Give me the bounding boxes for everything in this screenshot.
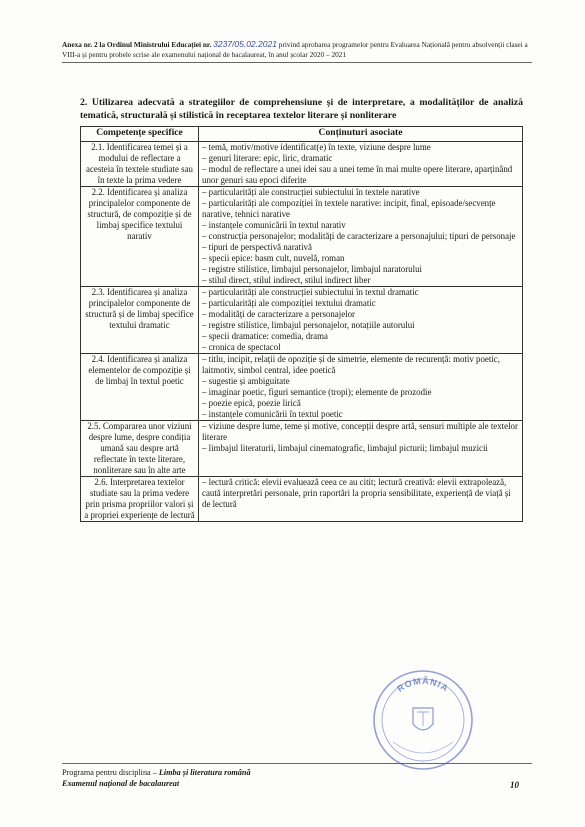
content-item: – genuri literare: epic, liric, dramatic — [202, 153, 333, 163]
content-item: – specii dramatice: comedia, drama — [202, 331, 328, 341]
table-row — [81, 187, 523, 287]
content-item: – sugestie și ambiguitate — [202, 376, 290, 386]
content-item: – registre stilistice, limbajul personajelor, limbajul naratorului — [202, 264, 422, 274]
content-item: – limbajul literaturii, limbajul cinematografic, limbajul picturii; limbajul muzicii — [202, 443, 488, 453]
content-item: – stilul direct, stilul indirect, stilul indirect liber — [202, 275, 371, 285]
section-title: 2. Utilizarea adecvată a strategiilor de comprehensiune și de interpretare, a modalităților de analiză tematică, structurală și stilistică în receptarea textelor literare și nonliterare — [80, 97, 523, 121]
table-body — [81, 142, 523, 522]
document-header — [62, 40, 532, 59]
competence-cell: 2.4. Identificarea și analiza elementelor de compoziție și de limbaj în textul poetic — [81, 354, 199, 421]
content-item: – construcția personajelor; modalități de caracterizare a personajului; tipuri de personaje — [202, 231, 516, 241]
header-prefix: Anexa nr. 2 la Ordinul Ministrului Educației nr. — [62, 40, 212, 49]
content-item: – imaginar poetic, figuri semantice (tropi); elemente de prozodie — [202, 387, 432, 397]
content-item: – modalități de caracterizare a personajelor — [202, 309, 356, 319]
content-item: – instanțele comunicării în textul narativ — [202, 220, 346, 230]
footer-line-1 — [62, 768, 532, 779]
competence-cell: 2.3. Identificarea și analiza principalelor componente de structură și de limbaj specifice textului dramatic — [81, 287, 199, 354]
content-item: – viziune despre lume, teme și motive, concepții despre artă, sensuri multiple ale textelor literare — [202, 421, 518, 442]
content-item: – lectură critică: elevii evaluează ceea ce au citit; lectură creativă: elevii extrapolează, caută interpretări personale, prin raportări la propria sensibilitate, experiență de viață și de lectură — [202, 477, 511, 509]
competence-cell: 2.1. Identificarea temei și a modului de reflectare a acesteia în textele studiate sau în texte la prima vedere — [81, 142, 199, 187]
footer-exam: Examenul național de bacalaureat — [62, 778, 180, 788]
content-item: – particularități ale compoziției în textele narative: incipit, final, episoade/secvențe narative, tehnici narative — [202, 198, 496, 219]
footer-subject: Limba și literatura română — [158, 768, 251, 777]
content-item: – instanțele comunicării în textul poetic — [202, 409, 343, 419]
document-footer — [62, 768, 532, 789]
contents-cell — [199, 477, 523, 522]
content-item: – cronica de spectacol — [202, 342, 281, 352]
table-row — [81, 354, 523, 421]
table-header-row — [81, 127, 523, 142]
footer-line-2 — [62, 779, 532, 790]
contents-cell — [199, 142, 523, 187]
stamp-text: ROMÂNIA — [395, 675, 451, 694]
content-item: – registre stilistice, limbajul personajelor, notațiile autorului — [202, 320, 415, 330]
footer-divider — [62, 763, 532, 764]
content-item: – particularități ale construcției subiectului în textul dramatic — [202, 287, 419, 297]
content-item: – titlu, incipit, relații de opoziție și de simetrie, elemente de recurență: motiv poetic, laitmotiv, simbol central, idee poetică — [202, 354, 500, 375]
contents-cell — [199, 421, 523, 477]
content-item: – modul de reflectare a unei idei sau a unei teme în mai multe opere literare, aparținând unor genuri sau epoci diferite — [202, 164, 513, 185]
table-row — [81, 142, 523, 187]
table-row — [81, 287, 523, 354]
table-row — [81, 421, 523, 477]
competence-cell: 2.5. Compararea unor viziuni despre lume, despre condiția umană sau despre artă reflectate în texte literare, nonliterare sau în alte arte — [81, 421, 199, 477]
column-header-competences: Competențe specifice — [81, 127, 199, 142]
competence-cell: 2.2. Identificarea și analiza principalelor componente de structură, de compoziție și de limbaj specifice textului narativ — [81, 187, 199, 287]
content-item: – particularități ale compoziției textului dramatic — [202, 298, 376, 308]
competence-cell: 2.6. Interpretarea textelor studiate sau la prima vedere prin prisma propriilor valori și a propriei experiențe de lectură — [81, 477, 199, 522]
competences-table — [80, 126, 523, 522]
contents-cell — [199, 354, 523, 421]
content-item: – tipuri de perspectivă narativă — [202, 242, 312, 252]
handwritten-order-number: 3237/05.02.2021 — [213, 39, 277, 49]
footer-prefix: Programa pentru disciplina – — [62, 768, 157, 777]
content-item: – temă, motiv/motive identificat(e) în texte, viziune despre lume — [202, 142, 431, 152]
official-stamp — [371, 668, 475, 772]
content-item: – particularități ale construcției subiectului în textele narative — [202, 187, 420, 197]
contents-cell — [199, 287, 523, 354]
header-divider — [62, 62, 532, 63]
column-header-contents: Conținuturi asociate — [199, 127, 523, 142]
header-rest: privind aprobarea programelor pentru Evaluarea Națională pentru absolvenții clasei a VIII-a și pentru probele scrise ale examenului național de bacalaureat, în anul școlar 2020 – 2021 — [62, 40, 528, 59]
page-number: 10 — [510, 780, 519, 790]
table-row — [81, 477, 523, 522]
content-item: – poezie epică, poezie lirică — [202, 398, 301, 408]
contents-cell — [199, 187, 523, 287]
content-item: – specii epice: basm cult, nuvelă, roman — [202, 253, 345, 263]
